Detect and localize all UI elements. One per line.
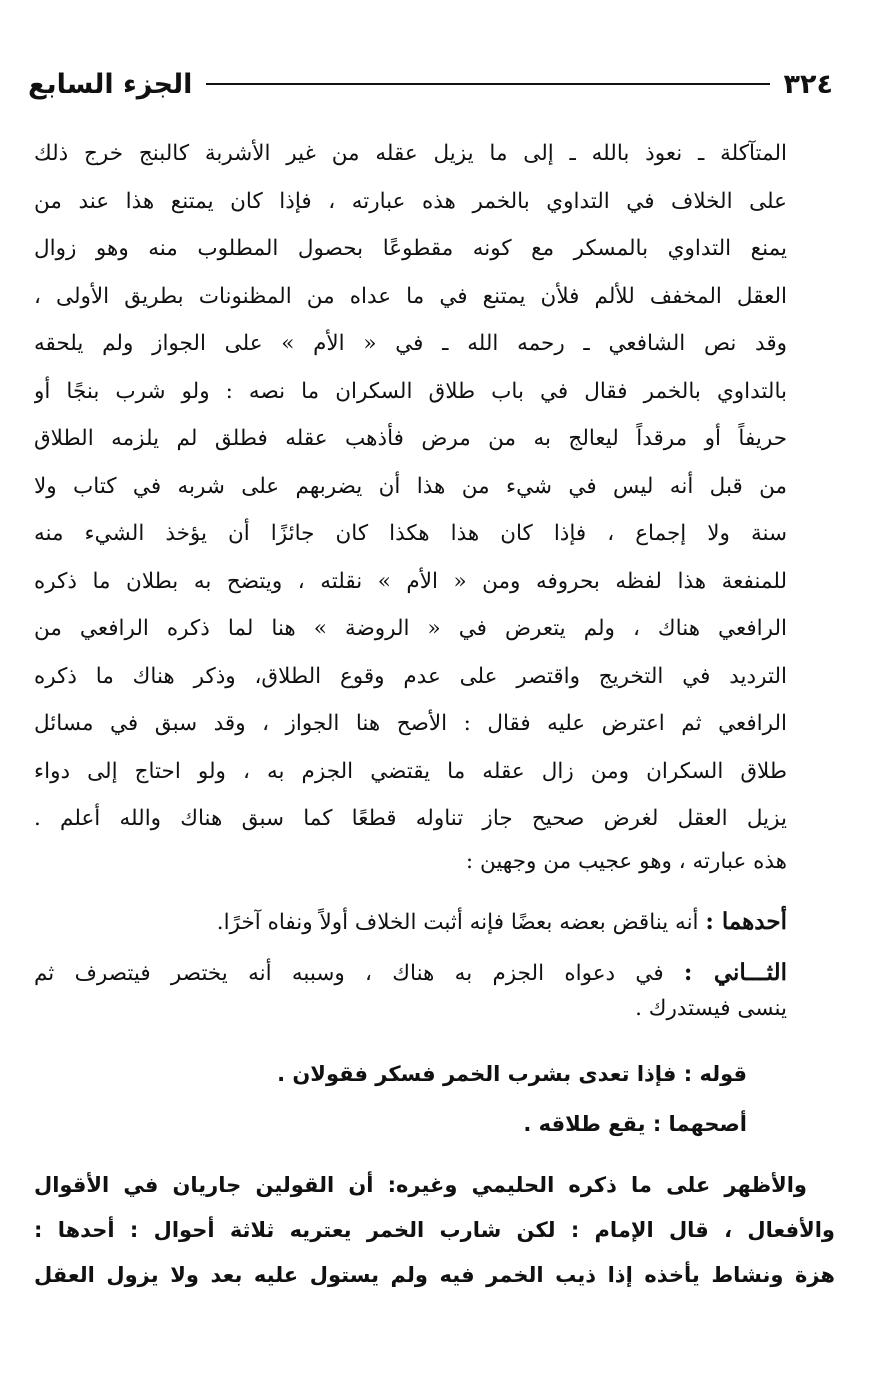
text-line: طلاق السكران ومن زال عقله ما يقتضي الجزم به ، ولو احتاج إلى دواء — [34, 758, 787, 784]
text-line: والأظهر على ما ذكره الحليمي وغيره: أن القولين جاريان في الأقوال — [34, 1172, 807, 1197]
text-line: والأفعال ، قال الإمام : لكن شارب الخمر يعتريه ثلاثة أحوال : أحدها : — [34, 1217, 835, 1242]
page-header — [28, 62, 833, 106]
final-paragraph — [34, 1163, 835, 1298]
text-line: على الخلاف في التداوي بالخمر هذه عبارته ، فإذا كان يمتنع هذا عند من — [34, 188, 787, 214]
page-body — [34, 130, 835, 1298]
text-line: سنة ولا إجماع ، فإذا كان هذا هكذا كان جائزًا أن يؤخذ الشيء منه — [34, 521, 787, 546]
quoted-statement: قوله : فإذا تعدى بشرب الخمر فسكر فقولان . — [277, 1061, 747, 1086]
text-line: حريفاً أو مرقداً ليعالج به من مرض فأذهب عقله فطلق لم يلزمه الطلاق — [34, 426, 787, 451]
text-line: وقد نص الشافعي ـ رحمه الله ـ في « الأم » على الجواز ولم يلحقه — [34, 331, 787, 356]
text-line: الرافعي ثم اعترض عليه فقال : الأصح هنا الجواز ، وقد سبق في مسائل — [34, 711, 787, 736]
text-line: من قبل أنه ليس في شيء من هذا أن يضربهم على شربه في كتاب ولا — [34, 473, 787, 499]
second-point-continuation: ينسى فيستدرك . — [635, 995, 787, 1021]
text-line: الترديد في التخريج واقتصر على عدم وقوع الطلاق، وذكر هناك ما ذكره — [34, 663, 787, 689]
text-line: العقل المخفف للألم فلأن يمتنع في ما عداه من المظنونات بطريق الأولى ، — [34, 283, 787, 309]
header-rule — [206, 83, 769, 85]
first-point-lead: أحدهما : — [705, 907, 787, 935]
text-line: المتآكلة ـ نعوذ بالله ـ إلى ما يزيل عقله من غير الأشربة كالبنج خرج ذلك — [34, 141, 787, 166]
text-line: هزة ونشاط يأخذه إذا ذيب الخمر فيه ولم يستول عليه بعد ولا يزول العقل — [34, 1262, 835, 1287]
second-point — [34, 952, 787, 1023]
second-point-lead: الثـــاني : — [683, 958, 787, 986]
part-title: الجزء السابع — [28, 68, 193, 100]
second-point-text: في دعواه الجزم به هناك ، وسببه أنه يختصر فيتصرف ثم — [34, 960, 684, 986]
text-line: يمنع التداوي بالمسكر مع كونه مقطوعًا بحصول المطلوب منه وهو زوال — [34, 236, 787, 261]
text-line: هذه عبارته ، وهو عجيب من وجهين : — [465, 848, 787, 874]
second-point-line — [34, 952, 787, 995]
page-number: ٣٢٤ — [783, 68, 833, 100]
text-line: الرافعي هناك ، ولم يتعرض في « الروضة » هنا لما ذكره الرافعي من — [34, 616, 787, 641]
answer-statement: أصحهما : يقع طلاقه . — [523, 1111, 747, 1136]
first-point — [34, 898, 787, 946]
main-paragraph — [34, 130, 787, 880]
text-line: بالتداوي بالخمر فقال في باب طلاق السكران ما نصه : ولو شرب بنجًا أو — [34, 378, 787, 404]
text-line: للمنفعة هذا لفظه بحروفه ومن « الأم » نقلته ، ويتضح به بطلان ما ذكره — [34, 568, 787, 594]
first-point-text: أنه يناقض بعضه بعضًا فإنه أثبت الخلاف أولاً ونفاه آخرًا. — [216, 909, 706, 935]
text-line: يزيل العقل لغرض صحيح جاز تناوله قطعًا كما سبق هناك والله أعلم . — [34, 806, 787, 831]
